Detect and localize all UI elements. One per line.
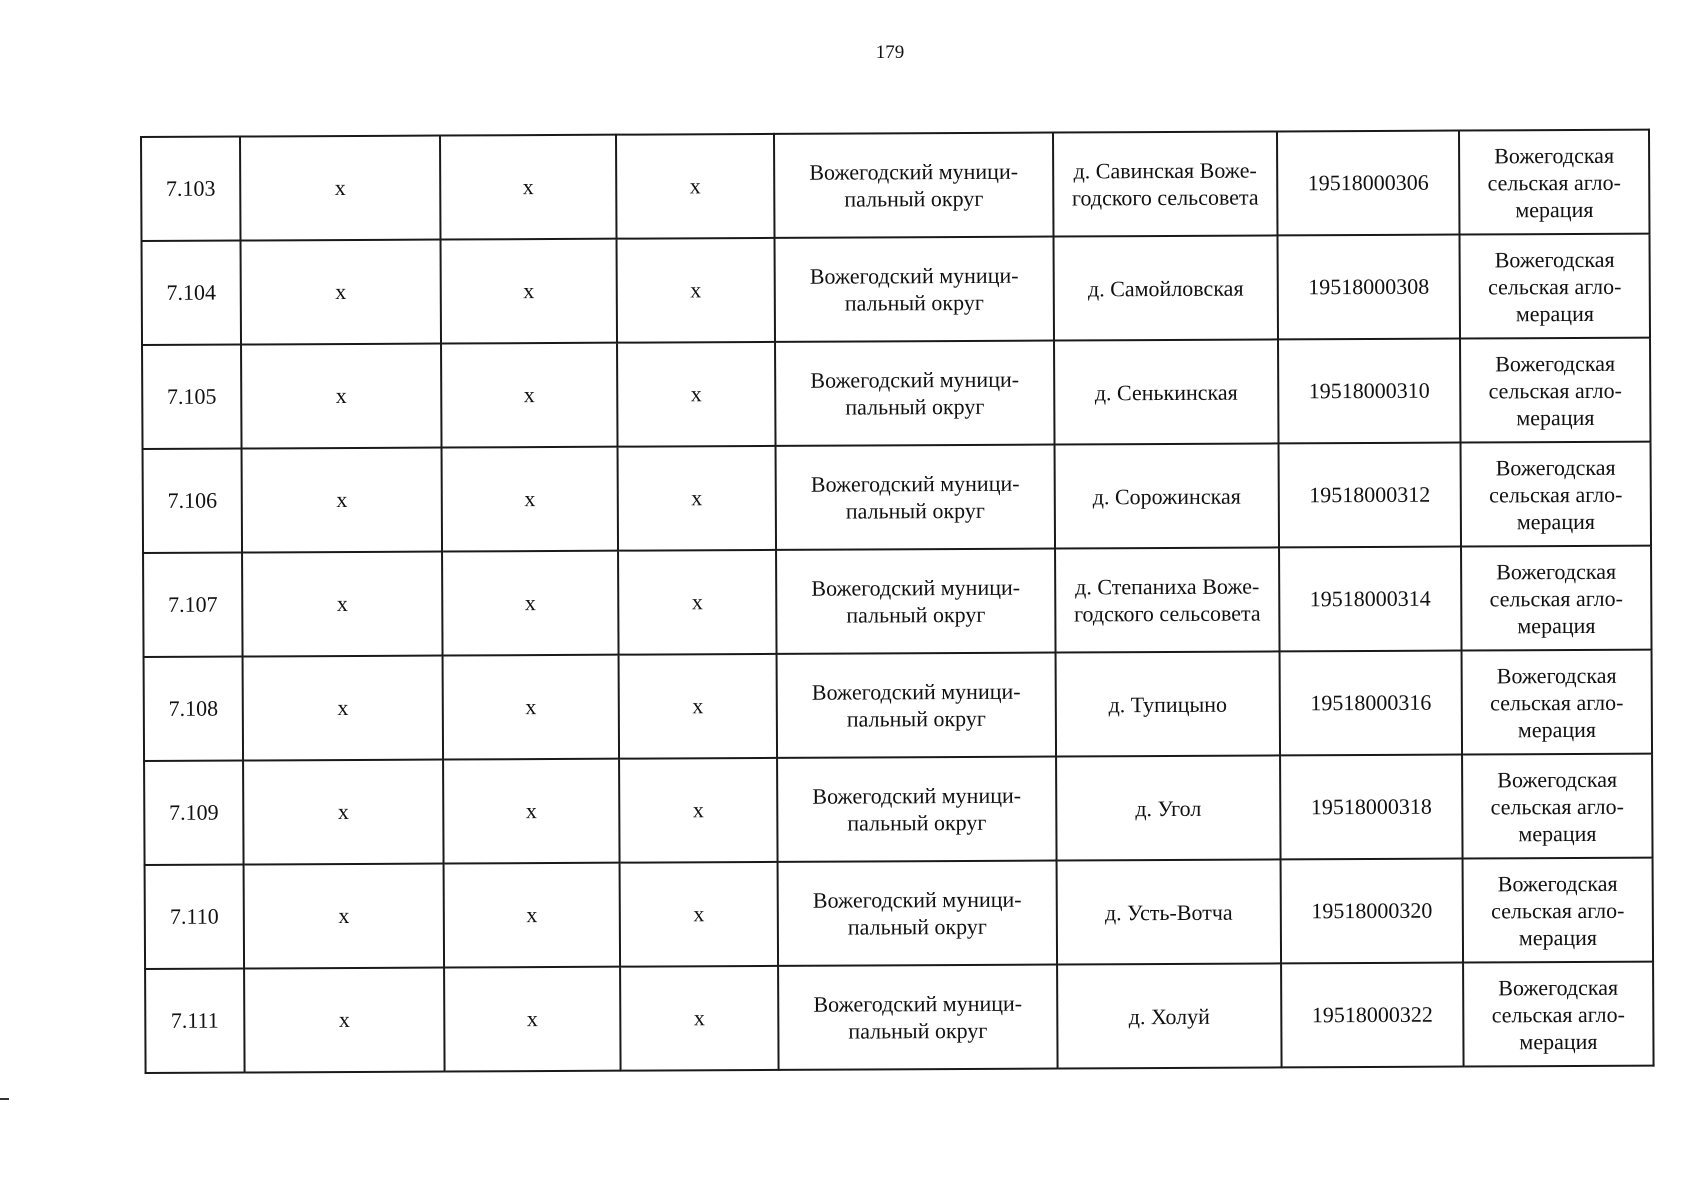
column-3-cell: х: [442, 447, 619, 552]
column-2-cell: х: [242, 552, 443, 657]
table-row: [144, 754, 1652, 865]
row-number-cell: 7.104: [142, 241, 242, 345]
page-number: 179: [875, 42, 905, 63]
agglomeration-cell: Вожегодская сельская агло-мерация: [1462, 754, 1653, 859]
table-row: [145, 962, 1653, 1073]
settlement-cell: д. Савинская Воже-годского сельсовета: [1053, 131, 1278, 236]
settlement-cell: д. Сенькинская: [1054, 339, 1279, 444]
column-2-cell: х: [244, 968, 445, 1073]
oktmo-code-cell: 19518000316: [1280, 651, 1463, 756]
district-cell: Вожегодский муници-пальный округ: [776, 549, 1056, 654]
district-cell: Вожегодский муници-пальный округ: [778, 861, 1058, 966]
column-4-cell: х: [617, 238, 776, 343]
table-row: [143, 546, 1651, 657]
agglomeration-cell: Вожегодская сельская агло-мерация: [1461, 546, 1652, 651]
row-number-cell: 7.110: [145, 865, 245, 969]
column-4-cell: х: [616, 134, 775, 239]
table-row: [142, 338, 1650, 449]
district-cell: Вожегодский муници-пальный округ: [778, 965, 1058, 1070]
settlement-cell: д. Степаниха Воже-годского сельсовета: [1055, 547, 1280, 652]
table-row: [142, 234, 1650, 345]
column-2-cell: х: [243, 760, 444, 865]
column-3-cell: х: [443, 655, 620, 760]
column-3-cell: х: [440, 135, 617, 240]
column-3-cell: х: [442, 551, 619, 656]
agglomeration-cell: Вожегодская сельская агло-мерация: [1463, 962, 1654, 1067]
column-2-cell: х: [242, 448, 443, 553]
oktmo-code-cell: 19518000308: [1277, 235, 1460, 340]
settlement-cell: д. Тупицыно: [1056, 651, 1281, 756]
settlement-cell: д. Угол: [1056, 755, 1281, 860]
column-3-cell: х: [444, 863, 621, 968]
district-cell: Вожегодский муници-пальный округ: [775, 237, 1055, 342]
table-row: [145, 858, 1653, 969]
row-number-cell: 7.111: [145, 969, 245, 1073]
agglomeration-cell: Вожегодская сельская агло-мерация: [1459, 130, 1650, 235]
column-3-cell: х: [444, 967, 621, 1072]
table-row: [143, 442, 1651, 553]
oktmo-code-cell: 19518000310: [1278, 339, 1461, 444]
table-row: [141, 130, 1649, 241]
district-cell: Вожегодский муници-пальный округ: [774, 133, 1054, 238]
column-4-cell: х: [618, 550, 777, 655]
column-4-cell: х: [620, 966, 779, 1071]
oktmo-code-cell: 19518000322: [1281, 963, 1464, 1068]
agglomeration-cell: Вожегодская сельская агло-мерация: [1463, 858, 1654, 963]
oktmo-code-cell: 19518000314: [1279, 547, 1462, 652]
row-number-cell: 7.105: [142, 345, 242, 449]
column-3-cell: х: [441, 343, 618, 448]
column-4-cell: х: [618, 446, 777, 551]
column-3-cell: х: [443, 759, 620, 864]
oktmo-code-cell: 19518000306: [1277, 131, 1460, 236]
registry-table: [140, 129, 1655, 1074]
oktmo-code-cell: 19518000318: [1280, 755, 1463, 860]
oktmo-code-cell: 19518000312: [1279, 443, 1462, 548]
district-cell: Вожегодский муници-пальный округ: [775, 341, 1055, 446]
agglomeration-cell: Вожегодская сельская агло-мерация: [1459, 234, 1650, 339]
row-number-cell: 7.103: [141, 137, 241, 241]
settlement-cell: д. Самойловская: [1054, 235, 1279, 340]
column-2-cell: х: [241, 240, 442, 345]
column-4-cell: х: [617, 342, 776, 447]
agglomeration-cell: Вожегодская сельская агло-мерация: [1460, 338, 1651, 443]
column-2-cell: х: [241, 344, 442, 449]
row-number-cell: 7.109: [144, 761, 244, 865]
agglomeration-cell: Вожегодская сельская агло-мерация: [1462, 650, 1653, 755]
column-2-cell: х: [243, 656, 444, 761]
table-row: [144, 650, 1652, 761]
agglomeration-cell: Вожегодская сельская агло-мерация: [1461, 442, 1652, 547]
district-cell: Вожегодский муници-пальный округ: [777, 757, 1057, 862]
row-number-cell: 7.107: [143, 553, 243, 657]
district-cell: Вожегодский муници-пальный округ: [777, 653, 1057, 758]
table-body: [141, 130, 1654, 1073]
district-cell: Вожегодский муници-пальный округ: [776, 445, 1056, 550]
row-number-cell: 7.108: [144, 657, 244, 761]
oktmo-code-cell: 19518000320: [1281, 859, 1464, 964]
settlement-cell: д. Усть-Вотча: [1057, 859, 1282, 964]
margin-mark: [0, 1098, 9, 1100]
settlement-cell: д. Холуй: [1057, 963, 1282, 1068]
column-2-cell: х: [244, 864, 445, 969]
column-4-cell: х: [619, 654, 778, 759]
column-4-cell: х: [619, 758, 778, 863]
column-3-cell: х: [441, 239, 618, 344]
row-number-cell: 7.106: [143, 449, 243, 553]
column-2-cell: х: [240, 136, 441, 241]
table-container: [140, 129, 1655, 1074]
column-4-cell: х: [620, 862, 779, 967]
settlement-cell: д. Сорожинская: [1055, 443, 1280, 548]
